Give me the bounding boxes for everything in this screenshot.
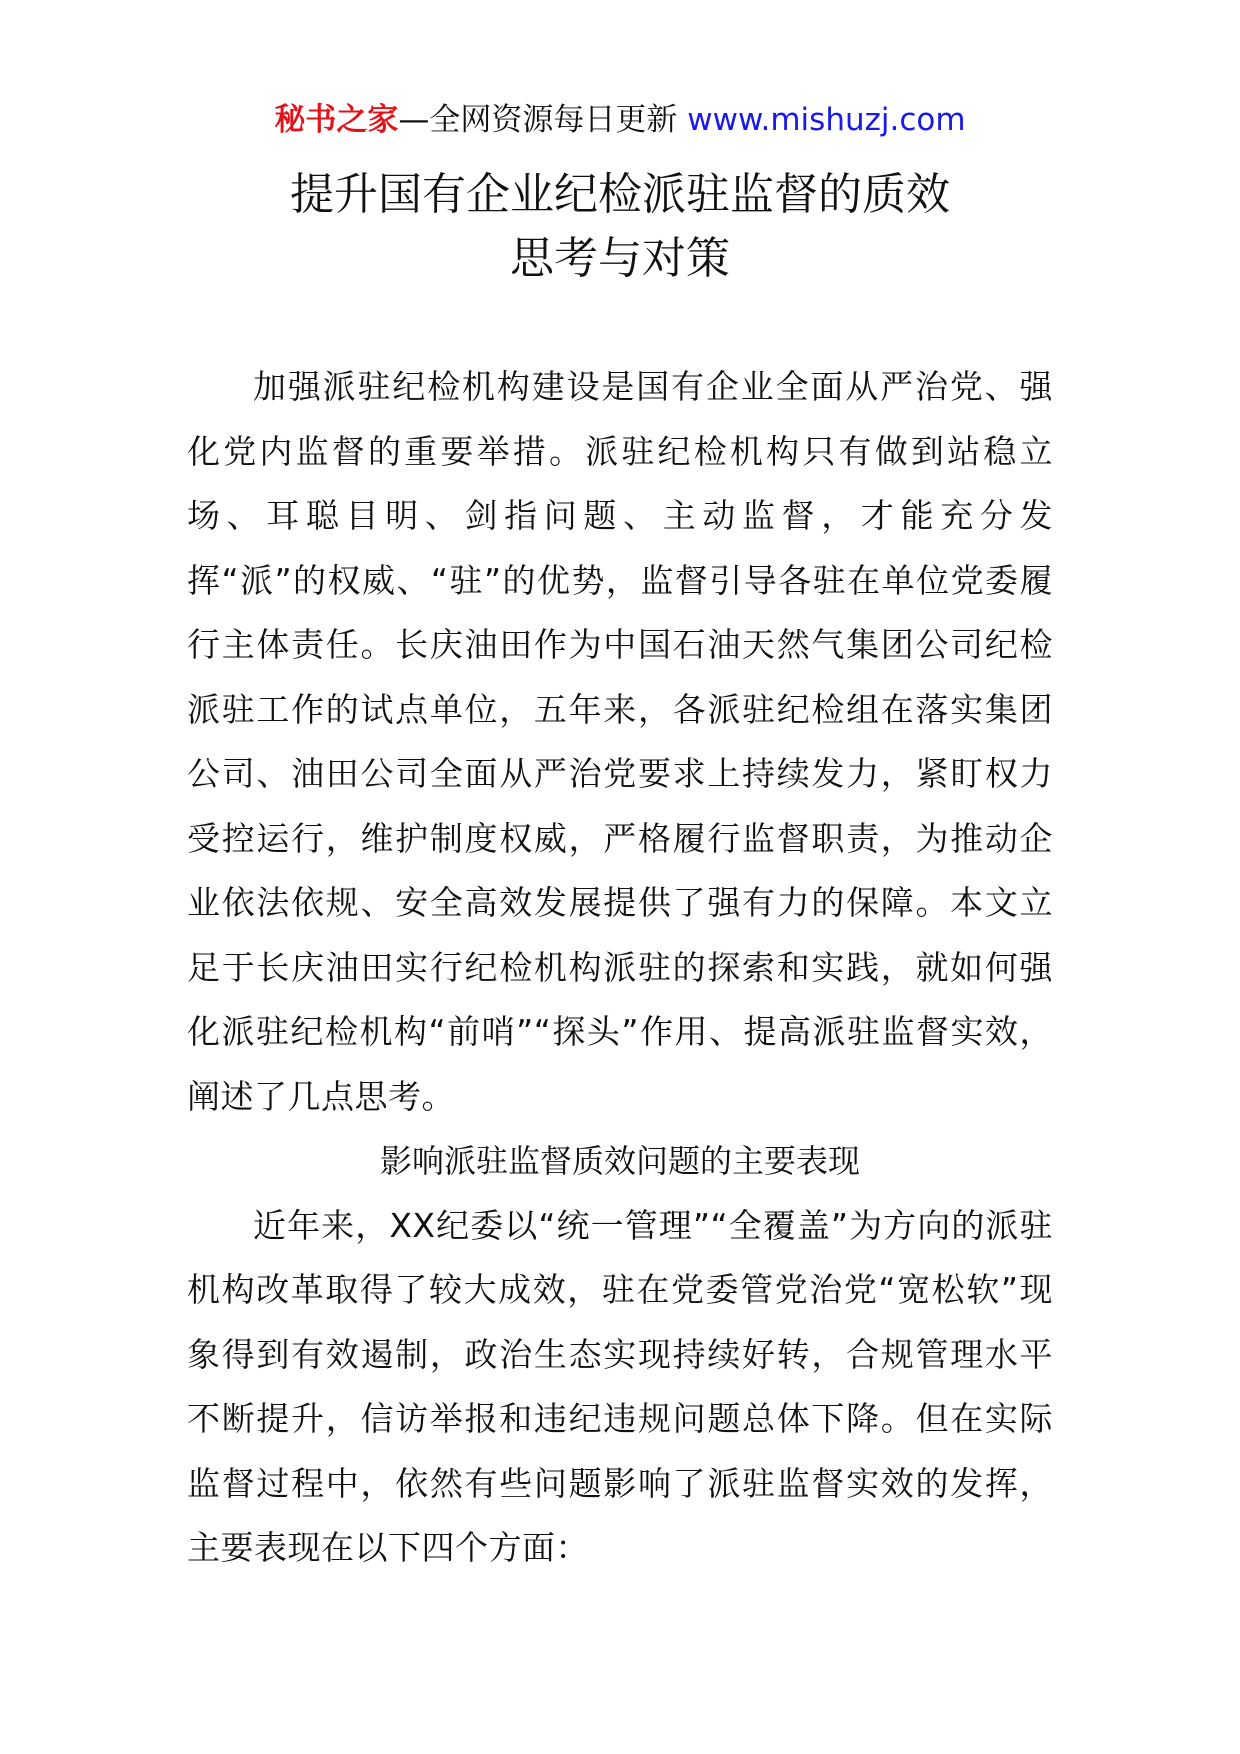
brand-name: 秘书之家: [274, 102, 399, 138]
site-header: [0, 98, 1240, 142]
document-body: [187, 355, 1053, 1581]
site-url-link[interactable]: www.mishuzj.com: [687, 102, 966, 138]
title-line-1: 提升国有企业纪检派驻监督的质效: [290, 169, 950, 220]
header-slogan: —全网资源每日更新: [398, 102, 688, 138]
paragraph-section-1: 近年来，XX纪委以“统一管理”“全覆盖”为方向的派驻机构改革取得了较大成效，驻在党委管党治党“宽松软”现象得到有效遏制，政治生态实现持续好转，合规管理水平不断提升，信访举报和违纪违规问题总体下降。但在实际监督过程中，依然有些问题影响了派驻监督实效的发挥，主要表现在以下四个方面：: [187, 1205, 1053, 1567]
section-heading: 影响派驻监督质效问题的主要表现: [379, 1142, 860, 1180]
document-title: [0, 163, 1240, 291]
title-line-2: 思考与对策: [510, 233, 730, 284]
paragraph-intro: 加强派驻纪检机构建设是国有企业全面从严治党、强化党内监督的重要举措。派驻纪检机构只有做到站稳立场、耳聪目明、剑指问题、主动监督，才能充分发挥“派”的权威、“驻”的优势，监督引导各驻在单位党委履行主体责任。长庆油田作为中国石油天然气集团公司纪检派驻工作的试点单位，五年来，各派驻纪检组在落实集团公司、油田公司全面从严治党要求上持续发力，紧盯权力受控运行，维护制度权威，严格履行监督职责，为推动企业依法依规、安全高效发展提供了强有力的保障。本文立足于长庆油田实行纪检机构派驻的探索和实践，就如何强化派驻纪检机构“前哨”“探头”作用、提高派驻监督实效，阐述了几点思考。: [187, 367, 1053, 1116]
